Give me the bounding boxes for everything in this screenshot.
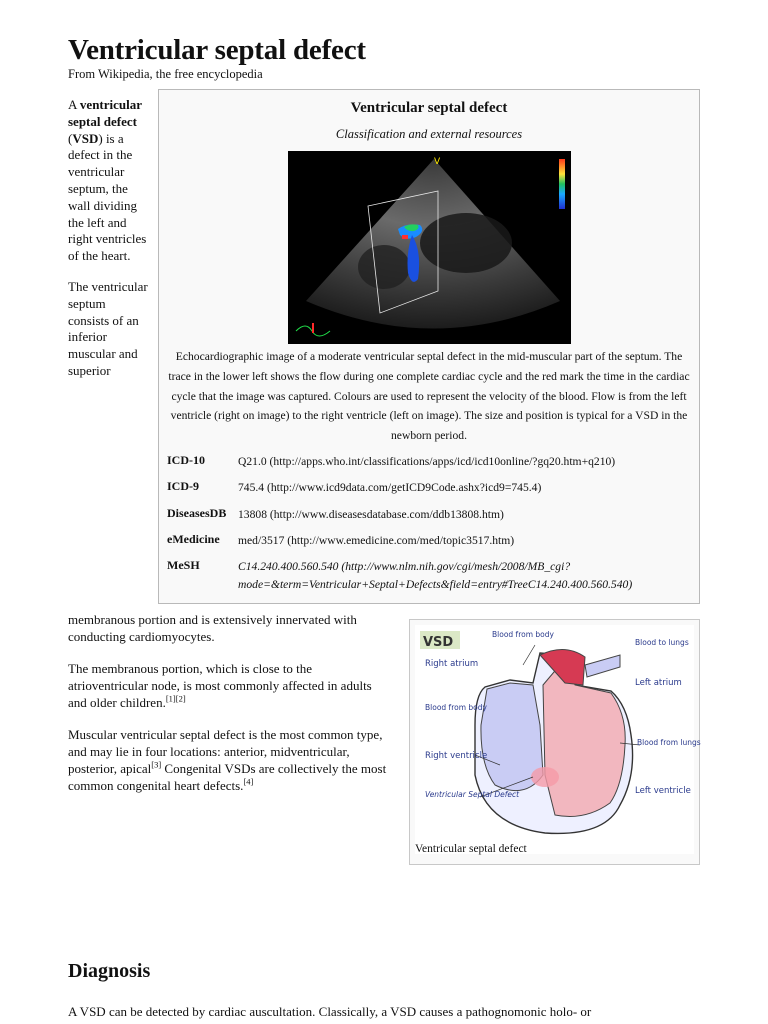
body-paragraph	[68, 726, 388, 794]
row-value-link[interactable]: med/3517 (http://www.emedicine.com/med/topic3517.htm)	[238, 534, 515, 547]
intro-paragraph-2: The ventricular septum consists of an inferior muscular and superior	[68, 278, 148, 378]
row-value-link[interactable]: C14.240.400.560.540 (http://www.nlm.nih.gov/cgi/mesh/2008/MB_cgi?mode=&term=Ventricular+Septal+Defects&field=entry#TreeC14.240.400.560.540)	[238, 560, 633, 591]
citation-link[interactable]: [4]	[243, 776, 254, 787]
row-label: ICD-9	[167, 479, 199, 493]
intro-column	[68, 97, 148, 394]
intro-rest: ) is a defect in the ventricular septum, the wall dividing the left and right ventricles of the heart.	[68, 130, 147, 264]
echocardiogram-graphic	[288, 151, 571, 344]
citation-link[interactable]: [3]	[151, 759, 162, 770]
body-text: Congenital VSDs are collectively the most common congenital heart defects.	[68, 761, 387, 793]
row-value-link[interactable]: 745.4 (http://www.icd9data.com/getICD9Code.ashx?icd9=745.4)	[238, 481, 542, 494]
row-label: MeSH	[167, 558, 200, 572]
row-value-link[interactable]: 13808 (http://www.diseasesdatabase.com/ddb13808.htm)	[238, 508, 504, 521]
intro-paragraph	[68, 97, 148, 265]
citation-link[interactable]: [1][2]	[165, 693, 186, 704]
svg-text:V: V	[434, 157, 441, 167]
row-label: ICD-10	[167, 453, 205, 467]
body-paragraph: membranous portion and is extensively innervated with conducting cardiomyocytes.	[68, 612, 357, 644]
figure-vsd-diagram	[409, 619, 700, 865]
vsd-heart-diagram[interactable]	[415, 625, 701, 854]
row-value-link[interactable]: Q21.0 (http://apps.who.int/classifications/apps/icd/icd10online/?gq20.htm+q210)	[238, 455, 616, 468]
label-blood-from-lungs: Blood from lungs	[637, 738, 701, 747]
row-label: eMedicine	[167, 532, 220, 546]
label-left-ventricle: Left ventricle	[635, 786, 691, 796]
intro-abbr: VSD	[72, 130, 99, 146]
infobox-title: Ventricular septal defect	[350, 100, 508, 116]
intro-lead: A	[68, 97, 77, 112]
figure-caption: Ventricular septal defect	[415, 843, 527, 855]
label-blood-to-lungs: Blood to lungs	[635, 638, 689, 647]
section-heading-diagnosis: Diagnosis	[68, 960, 151, 982]
page-source-line: From Wikipedia, the free encyclopedia	[68, 67, 263, 81]
infobox-image-caption: Echocardiographic image of a moderate ventricular septal defect in the mid-muscular part of the septum. The trace in the lower left shows the flow during one complete cardiac cycle and the red mark the time in the cardiac cycle that the image was captured. Colours are used to represent the velocity of the blood. Flow is from the left ventricle (right on image) to the right ventricle (left on image). The size and position is typical for a VSD in the newborn period.	[168, 350, 690, 443]
heart-diagram-graphic	[415, 625, 701, 840]
label-blood-from-body-top: Blood from body	[492, 630, 554, 639]
diagnosis-paragraph: A VSD can be detected by cardiac auscultation. Classically, a VSD causes a pathognomonic holo- or	[68, 1004, 592, 1019]
badge-text: VSD	[423, 635, 454, 650]
label-right-ventricle: Right ventricle	[425, 751, 488, 761]
row-label: DiseasesDB	[167, 506, 227, 520]
article-body	[68, 611, 388, 809]
label-ventricular-septal-defect: Ventricular Septal Defect	[425, 790, 520, 799]
body-text: The membranous portion, which is close to the atrioventricular node, is most commonly affected in adults and older children.	[68, 661, 372, 710]
body-text: Muscular ventricular septal defect is the most common type, and may lie in four locations: anterior, midventricular, posterior, apical	[68, 727, 383, 776]
label-left-atrium: Left atrium	[635, 678, 682, 688]
label-right-atrium: Right atrium	[425, 659, 479, 669]
label-blood-from-body-mid: Blood from body	[425, 703, 487, 712]
echocardiogram-image[interactable]	[288, 151, 571, 344]
infobox	[158, 89, 700, 604]
intro-paren: (	[68, 130, 73, 146]
infobox-subtitle: Classification and external resources	[335, 127, 523, 141]
body-paragraph	[68, 660, 388, 711]
intro-bold-term: ventricular septal defect	[68, 97, 142, 129]
page-title: Ventricular septal defect	[68, 34, 366, 66]
